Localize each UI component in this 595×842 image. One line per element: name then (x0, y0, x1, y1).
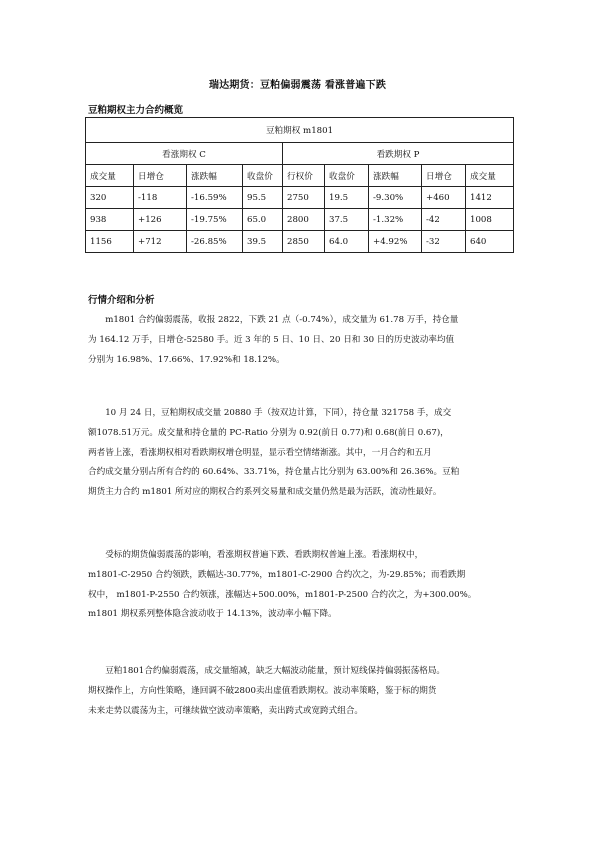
paragraph-line: m1801-C-2950 合约领跌，跌幅达-30.77%，m1801-C-2900 合约次之，为-29.85%；而看跌期 (88, 569, 466, 580)
paragraph-3 (88, 546, 513, 625)
table-cell: 938 (86, 209, 134, 231)
table-row (86, 231, 514, 253)
paragraph-line: 受标的期货偏弱震荡的影响，看涨期权普遍下跌、看跌期权普遍上涨。看涨期权中， (88, 550, 424, 560)
table-cell: -26.85% (187, 231, 243, 253)
column-header: 日增仓 (134, 165, 187, 187)
table-cell: 1156 (86, 231, 134, 253)
table-header-row (86, 165, 514, 187)
column-header: 行权价 (283, 165, 325, 187)
table-cell: 2850 (283, 231, 325, 253)
paragraph-line: 10 月 24 日，豆粕期权成交量 20880 手（按双边计算，下同），持仓量 321758 手，成交 (88, 408, 452, 418)
paragraph-line: 未来走势以震荡为主，可继续做空波动率策略，卖出跨式或宽跨式组合。 (88, 705, 364, 716)
section-heading-analysis: 行情介绍和分析 (88, 295, 155, 306)
document-title: 瑞达期货：豆粕偏弱震荡 看涨普遍下跌 (208, 80, 387, 91)
column-header: 收盘价 (325, 165, 369, 187)
column-header: 涨跌幅 (369, 165, 422, 187)
table-cell: 320 (86, 187, 134, 209)
table-caption: 豆粕期权 m1801 (86, 118, 514, 143)
table-cell: 2750 (283, 187, 325, 209)
paragraph-line: 两者皆上涨，看涨期权相对看跌期权增仓明显，显示看空情绪渐涨。其中，一月合约和五月 (88, 447, 432, 458)
paragraph-line: m1801 期权系列整体隐含波动收于 14.13%，波动率小幅下降。 (88, 609, 337, 620)
put-options-header: 看跌期权 P (283, 143, 514, 165)
paragraph-2 (88, 404, 513, 503)
table-cell: -42 (422, 209, 466, 231)
paragraph-line: 分别为 16.98%、17.66%、17.92%和 18.12%。 (88, 354, 285, 365)
table-cell: +712 (134, 231, 187, 253)
table-cell: 37.5 (325, 209, 369, 231)
table-cell: 2800 (283, 209, 325, 231)
table-row (86, 209, 514, 231)
paragraph-line: 为 164.12 万手，日增仓-52580 手。近 3 年的 5 日、10 日、20 日和 30 日的历史波动率均值 (88, 334, 455, 345)
table-cell: 39.5 (243, 231, 283, 253)
paragraph-line: 期权操作上，方向性策略，逢回调不破2800卖出虚值看跌期权。波动率策略，鉴于标的期货 (88, 685, 437, 696)
table-cell: 95.5 (243, 187, 283, 209)
table-cell: 1412 (466, 187, 514, 209)
column-header: 涨跌幅 (187, 165, 243, 187)
table-cell: -32 (422, 231, 466, 253)
table-cell: 19.5 (325, 187, 369, 209)
paragraph-1 (88, 311, 513, 370)
paragraph-line: 期货主力合约 m1801 所对应的期权合约系列交易量和成交量仍然是最为活跃，流动性最好。 (88, 487, 442, 498)
column-header: 成交量 (466, 165, 514, 187)
table-cell: -19.75% (187, 209, 243, 231)
paragraph-line: 额1078.51万元。成交量和持仓量的 PC-Ratio 分别为 0.92(前日 0.77)和 0.68(前日 0.67)， (88, 427, 449, 438)
table-cell: +126 (134, 209, 187, 231)
paragraph-4 (88, 662, 513, 721)
table-cell: -9.30% (369, 187, 422, 209)
table-cell: 64.0 (325, 231, 369, 253)
paragraph-line: 合约成交量分别占所有合约的 60.64%、33.71%，持仓量占比分别为 63.00%和 26.36%。豆粕 (88, 467, 460, 478)
paragraph-line: 豆粕1801合约偏弱震荡，成交量缩减，缺乏大幅波动能量，预计短线保持偏弱振荡格局。 (88, 666, 446, 676)
paragraph-line: m1801 合约偏弱震荡，收报 2822，下跌 21 点（-0.74%），成交量为 61.78 万手，持仓量 (88, 315, 459, 325)
table-cell: +460 (422, 187, 466, 209)
table-cell: -118 (134, 187, 187, 209)
column-header: 日增仓 (422, 165, 466, 187)
table-cell: -16.59% (187, 187, 243, 209)
table-cell: 640 (466, 231, 514, 253)
table-cell: 1008 (466, 209, 514, 231)
table-cell: -1.32% (369, 209, 422, 231)
table-cell: 65.0 (243, 209, 283, 231)
section-heading-overview: 豆粕期权主力合约概览 (88, 105, 184, 116)
option-overview-table (85, 117, 514, 253)
table-row (86, 187, 514, 209)
table-cell: +4.92% (369, 231, 422, 253)
paragraph-line: 权中， m1801-P-2550 合约领涨，涨幅达+500.00%，m1801-P-2500 合约次之，为+300.00%。 (88, 589, 477, 600)
call-options-header: 看涨期权 C (86, 143, 283, 165)
column-header: 成交量 (86, 165, 134, 187)
column-header: 收盘价 (243, 165, 283, 187)
